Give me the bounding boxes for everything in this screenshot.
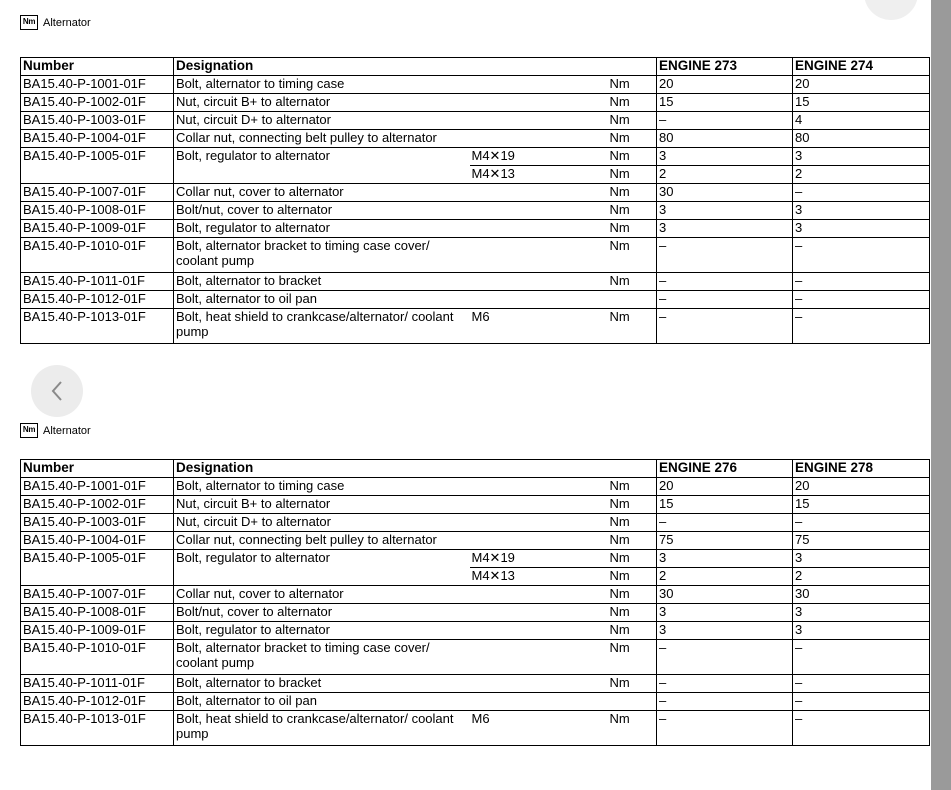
- cell-engine-a: 75: [657, 532, 793, 550]
- cell-designation: Nut, circuit D+ to alternator: [174, 112, 470, 130]
- previous-page-button[interactable]: [31, 365, 83, 417]
- cell-engine-b: 15: [793, 94, 930, 112]
- cell-engine-b: 4: [793, 112, 930, 130]
- cell-engine-a: –: [657, 238, 793, 273]
- cell-size: [470, 184, 608, 202]
- cell-engine-a: –: [657, 640, 793, 675]
- cell-number: BA15.40-P-1007-01F: [21, 184, 174, 202]
- cell-engine-b: 15: [793, 496, 930, 514]
- cell-unit: Nm: [608, 130, 657, 148]
- cell-size: [470, 478, 608, 496]
- cell-number: BA15.40-P-1002-01F: [21, 94, 174, 112]
- cell-engine-b: –: [793, 675, 930, 693]
- cell-size: M4✕13: [470, 568, 608, 586]
- cell-size: [470, 76, 608, 94]
- cell-engine-a: 80: [657, 130, 793, 148]
- column-header-number: Number: [21, 460, 174, 478]
- cell-designation: Bolt, alternator to timing case: [174, 76, 470, 94]
- cell-engine-b: 2: [793, 568, 930, 586]
- cell-size: [470, 514, 608, 532]
- cell-number: BA15.40-P-1008-01F: [21, 202, 174, 220]
- cell-engine-b: 3: [793, 202, 930, 220]
- cell-engine-b: 3: [793, 622, 930, 640]
- cell-designation: Nut, circuit D+ to alternator: [174, 514, 470, 532]
- cell-engine-b: 3: [793, 550, 930, 568]
- cell-size: M4✕19: [470, 550, 608, 568]
- torque-nm-icon: Nm: [20, 423, 38, 438]
- cell-unit: Nm: [608, 568, 657, 586]
- cell-engine-a: 20: [657, 478, 793, 496]
- cell-size: [470, 220, 608, 238]
- scrollbar[interactable]: [931, 0, 951, 790]
- table-row: [21, 291, 930, 309]
- cell-engine-a: 3: [657, 622, 793, 640]
- cell-engine-a: –: [657, 273, 793, 291]
- cell-size: [470, 202, 608, 220]
- cell-engine-b: –: [793, 693, 930, 711]
- table-row: [21, 711, 930, 746]
- cell-unit: Nm: [608, 76, 657, 94]
- table-row: [21, 640, 930, 675]
- column-header-size: [470, 460, 608, 478]
- cell-designation: Bolt, regulator to alternator: [174, 550, 470, 586]
- table-row: [21, 532, 930, 550]
- cell-size: [470, 622, 608, 640]
- column-header-engine-b: ENGINE 278: [793, 460, 930, 478]
- column-header-engine-b: ENGINE 274: [793, 58, 930, 76]
- torque-nm-icon: Nm: [20, 15, 38, 30]
- cell-number: BA15.40-P-1007-01F: [21, 586, 174, 604]
- cell-engine-a: –: [657, 675, 793, 693]
- cell-engine-a: 3: [657, 604, 793, 622]
- cell-engine-a: 3: [657, 220, 793, 238]
- cell-size: [470, 693, 608, 711]
- table-row: [21, 550, 930, 568]
- table-row: [21, 675, 930, 693]
- cell-designation: Nut, circuit B+ to alternator: [174, 496, 470, 514]
- table-row: [21, 514, 930, 532]
- cell-size: M4✕13: [470, 166, 608, 184]
- cell-designation: Bolt, alternator to oil pan: [174, 291, 470, 309]
- column-header-unit: [608, 460, 657, 478]
- cell-number: BA15.40-P-1009-01F: [21, 220, 174, 238]
- cell-unit: Nm: [608, 586, 657, 604]
- cell-unit: Nm: [608, 273, 657, 291]
- cell-engine-a: 2: [657, 568, 793, 586]
- cell-size: [470, 273, 608, 291]
- table-row: [21, 586, 930, 604]
- cell-size: [470, 94, 608, 112]
- cell-engine-b: 75: [793, 532, 930, 550]
- cell-engine-a: 30: [657, 184, 793, 202]
- table-row: [21, 693, 930, 711]
- table-header-row: [21, 460, 930, 478]
- cell-size: [470, 604, 608, 622]
- table-row: [21, 148, 930, 166]
- cell-size: [470, 291, 608, 309]
- cell-engine-b: 80: [793, 130, 930, 148]
- cell-engine-b: –: [793, 291, 930, 309]
- column-header-engine-a: ENGINE 276: [657, 460, 793, 478]
- cell-engine-a: –: [657, 693, 793, 711]
- cell-unit: Nm: [608, 112, 657, 130]
- cell-unit: Nm: [608, 640, 657, 675]
- cell-engine-b: –: [793, 711, 930, 746]
- cell-designation: Collar nut, connecting belt pulley to alternator: [174, 130, 470, 148]
- cell-engine-b: –: [793, 514, 930, 532]
- cell-number: BA15.40-P-1001-01F: [21, 478, 174, 496]
- cell-number: BA15.40-P-1009-01F: [21, 622, 174, 640]
- cell-number: BA15.40-P-1010-01F: [21, 640, 174, 675]
- cell-designation: Collar nut, connecting belt pulley to alternator: [174, 532, 470, 550]
- cell-size: [470, 532, 608, 550]
- table-row: [21, 273, 930, 291]
- cell-designation: Collar nut, cover to alternator: [174, 586, 470, 604]
- cell-designation: Bolt, alternator to bracket: [174, 273, 470, 291]
- cell-number: BA15.40-P-1012-01F: [21, 291, 174, 309]
- section-title: Alternator: [43, 425, 91, 437]
- cell-size: [470, 675, 608, 693]
- cell-engine-b: –: [793, 273, 930, 291]
- cell-designation: Bolt, alternator bracket to timing case cover/ coolant pump: [174, 238, 470, 273]
- cell-designation: Collar nut, cover to alternator: [174, 184, 470, 202]
- close-button[interactable]: [864, 0, 918, 20]
- cell-engine-a: –: [657, 514, 793, 532]
- cell-engine-a: –: [657, 711, 793, 746]
- section-heading: [20, 15, 91, 30]
- cell-engine-b: –: [793, 238, 930, 273]
- table-row: [21, 76, 930, 94]
- cell-unit: Nm: [608, 220, 657, 238]
- cell-designation: Bolt, regulator to alternator: [174, 148, 470, 184]
- cell-designation: Bolt, alternator bracket to timing case cover/ coolant pump: [174, 640, 470, 675]
- cell-number: BA15.40-P-1008-01F: [21, 604, 174, 622]
- table-row: [21, 130, 930, 148]
- cell-number: BA15.40-P-1001-01F: [21, 76, 174, 94]
- cell-size: M4✕19: [470, 148, 608, 166]
- cell-designation: Nut, circuit B+ to alternator: [174, 94, 470, 112]
- table-row: [21, 184, 930, 202]
- table-row: [21, 220, 930, 238]
- cell-engine-a: 3: [657, 550, 793, 568]
- cell-designation: Bolt/nut, cover to alternator: [174, 202, 470, 220]
- cell-size: [470, 238, 608, 273]
- table-row: [21, 604, 930, 622]
- cell-unit: Nm: [608, 604, 657, 622]
- cell-number: BA15.40-P-1003-01F: [21, 514, 174, 532]
- table-row: [21, 622, 930, 640]
- cell-unit: [608, 291, 657, 309]
- cell-engine-a: –: [657, 112, 793, 130]
- cell-number: BA15.40-P-1004-01F: [21, 532, 174, 550]
- cell-size: [470, 640, 608, 675]
- cell-designation: Bolt, regulator to alternator: [174, 220, 470, 238]
- cell-engine-b: 30: [793, 586, 930, 604]
- table-row: [21, 94, 930, 112]
- cell-engine-b: 3: [793, 604, 930, 622]
- cell-unit: Nm: [608, 622, 657, 640]
- cell-unit: Nm: [608, 496, 657, 514]
- table-header-row: [21, 58, 930, 76]
- cell-unit: Nm: [608, 675, 657, 693]
- cell-engine-b: 3: [793, 148, 930, 166]
- cell-unit: Nm: [608, 184, 657, 202]
- table-row: [21, 309, 930, 344]
- cell-engine-a: 3: [657, 202, 793, 220]
- cell-designation: Bolt, heat shield to crankcase/alternator/ coolant pump: [174, 711, 470, 746]
- cell-engine-b: 20: [793, 76, 930, 94]
- cell-engine-a: 15: [657, 496, 793, 514]
- column-header-size: [470, 58, 608, 76]
- cell-designation: Bolt/nut, cover to alternator: [174, 604, 470, 622]
- cell-unit: Nm: [608, 478, 657, 496]
- cell-engine-a: 15: [657, 94, 793, 112]
- column-header-designation: Designation: [174, 58, 470, 76]
- cell-unit: Nm: [608, 238, 657, 273]
- table-row: [21, 478, 930, 496]
- cell-size: [470, 112, 608, 130]
- cell-engine-a: –: [657, 309, 793, 344]
- cell-number: BA15.40-P-1004-01F: [21, 130, 174, 148]
- cell-unit: Nm: [608, 202, 657, 220]
- cell-number: BA15.40-P-1013-01F: [21, 309, 174, 344]
- cell-unit: Nm: [608, 514, 657, 532]
- cell-number: BA15.40-P-1011-01F: [21, 675, 174, 693]
- cell-size: M6: [470, 711, 608, 746]
- cell-size: [470, 496, 608, 514]
- cell-size: M6: [470, 309, 608, 344]
- cell-engine-b: –: [793, 309, 930, 344]
- cell-engine-b: 3: [793, 220, 930, 238]
- cell-designation: Bolt, alternator to oil pan: [174, 693, 470, 711]
- cell-size: [470, 130, 608, 148]
- cell-designation: Bolt, alternator to timing case: [174, 478, 470, 496]
- cell-engine-b: 20: [793, 478, 930, 496]
- cell-unit: Nm: [608, 532, 657, 550]
- cell-unit: Nm: [608, 309, 657, 344]
- cell-designation: Bolt, alternator to bracket: [174, 675, 470, 693]
- cell-number: BA15.40-P-1013-01F: [21, 711, 174, 746]
- cell-unit: [608, 693, 657, 711]
- cell-number: BA15.40-P-1002-01F: [21, 496, 174, 514]
- cell-number: BA15.40-P-1012-01F: [21, 693, 174, 711]
- table-row: [21, 202, 930, 220]
- cell-designation: Bolt, regulator to alternator: [174, 622, 470, 640]
- cell-engine-b: –: [793, 184, 930, 202]
- cell-engine-a: 3: [657, 148, 793, 166]
- cell-number: BA15.40-P-1005-01F: [21, 148, 174, 184]
- column-header-engine-a: ENGINE 273: [657, 58, 793, 76]
- cell-size: [470, 586, 608, 604]
- section-title: Alternator: [43, 17, 91, 29]
- cell-engine-a: 30: [657, 586, 793, 604]
- cell-unit: Nm: [608, 550, 657, 568]
- cell-engine-b: –: [793, 640, 930, 675]
- cell-engine-a: 20: [657, 76, 793, 94]
- cell-designation: Bolt, heat shield to crankcase/alternator/ coolant pump: [174, 309, 470, 344]
- column-header-number: Number: [21, 58, 174, 76]
- cell-number: BA15.40-P-1003-01F: [21, 112, 174, 130]
- cell-engine-a: 2: [657, 166, 793, 184]
- cell-engine-a: –: [657, 291, 793, 309]
- cell-engine-b: 2: [793, 166, 930, 184]
- torque-table-1: [20, 57, 930, 344]
- column-header-unit: [608, 58, 657, 76]
- cell-unit: Nm: [608, 166, 657, 184]
- cell-unit: Nm: [608, 711, 657, 746]
- table-row: [21, 238, 930, 273]
- cell-unit: Nm: [608, 94, 657, 112]
- column-header-designation: Designation: [174, 460, 470, 478]
- table-row: [21, 112, 930, 130]
- cell-unit: Nm: [608, 148, 657, 166]
- torque-table-2: [20, 459, 930, 746]
- table-row: [21, 496, 930, 514]
- cell-number: BA15.40-P-1010-01F: [21, 238, 174, 273]
- cell-number: BA15.40-P-1011-01F: [21, 273, 174, 291]
- chevron-left-icon: [50, 380, 64, 402]
- cell-number: BA15.40-P-1005-01F: [21, 550, 174, 586]
- section-heading: [20, 423, 91, 438]
